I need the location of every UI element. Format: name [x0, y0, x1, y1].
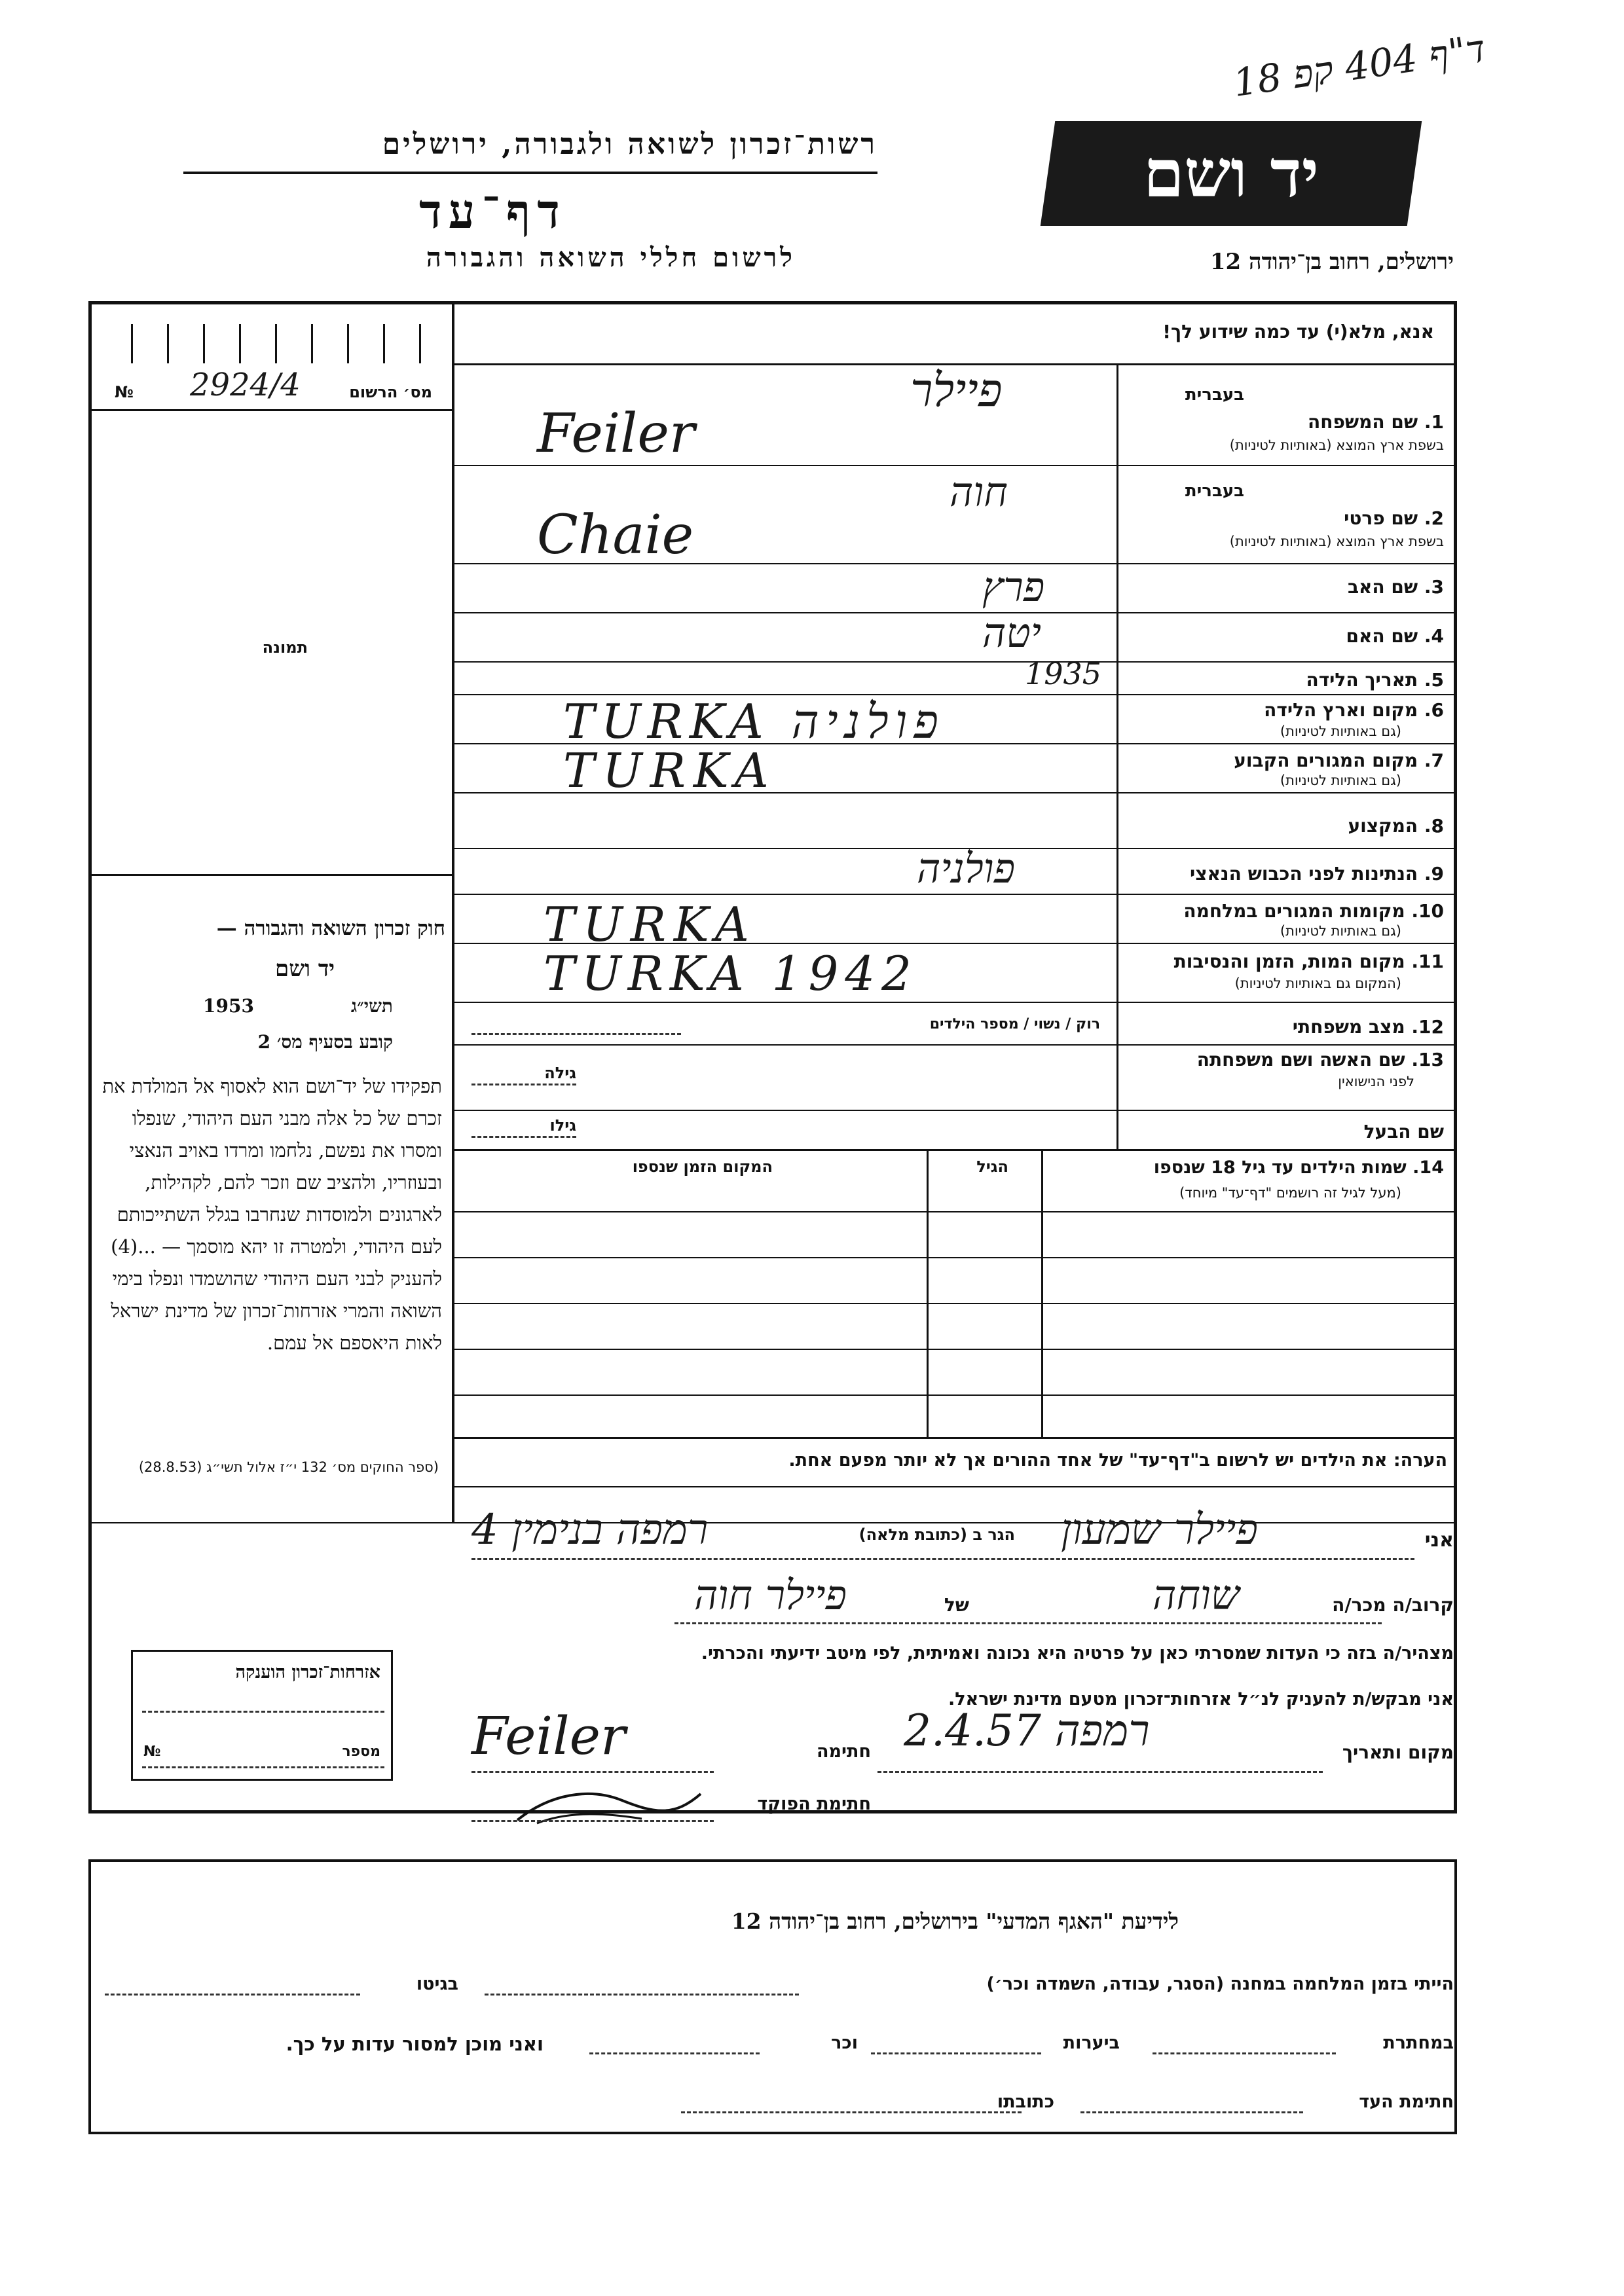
children-bottom-rule	[452, 1437, 1454, 1439]
field-1-value-he: פיילר	[910, 363, 1003, 417]
field-9-name: הנתינות לפני הכבוש הנאצי	[1190, 863, 1418, 884]
field-1-number: 1.	[1424, 411, 1444, 433]
declaration-statement: מצהיר/ה בזה כי העדות שמסרתי כאן על פרטיה היא נכונה ואמיתית, לפי מיטב ידיעתי והכרתי.	[701, 1643, 1454, 1664]
row-rule-9	[452, 894, 1454, 895]
field-6-label	[1264, 699, 1444, 721]
field-3-number: 3.	[1424, 576, 1444, 598]
field-5-label	[1306, 669, 1444, 691]
children-subtitle: (מעל לגיל זה רושמים "דף־עד" מיוחד)	[1179, 1185, 1401, 1201]
left-column-divider	[452, 304, 454, 1522]
field-2-value-latin: Chaie	[537, 504, 694, 566]
footer-line1-dash-a	[485, 1994, 799, 1995]
field-7-number: 7.	[1424, 750, 1444, 771]
field-12-number: 12.	[1411, 1016, 1444, 1038]
form-title: דף־עד	[419, 183, 566, 239]
place-date-value: רמפה 2.4.57	[904, 1705, 1150, 1756]
form-subtitle: לרשום חללי השואה והגבורה	[426, 242, 796, 273]
law-body: תפקידו של יד־ושם הוא לאסוף אל המולדת את זכרם של כל אלה מבני העם היהודי, שנפלו ומסרו את נפשם, נלחמו ומרדו באויב הנאצי ובעוזריו, ולהציב שם וזכר להם, לקהילות, לארגונים ולמוסדות שנחרבו בגלל השתייכותם לעם היהודי, ולמטרה זו יהא מוסמך — ...(4) להעניק לבני העם היהודי שהושמדו ונפלו בימי השואה והמרי אזרחות־זכרון של מדינת ישראל לאות היאספם אל עמם.	[102, 1075, 442, 1354]
field-12-dotted-line	[471, 1033, 681, 1035]
husband-label: שם הבעל	[1363, 1121, 1444, 1142]
field-6-number: 6.	[1424, 699, 1444, 721]
footer-line3-address: כתובתו	[997, 2092, 1054, 2112]
law-source: (ספר החוקים מס׳ 132 י״ז אלול תשי״ג (28.8.53)	[138, 1459, 439, 1475]
field-8-number: 8.	[1424, 815, 1444, 837]
field-10-value: TURKA	[544, 897, 757, 952]
photo-label: תמונה	[262, 638, 308, 657]
field-5-name: תאריך הלידה	[1306, 669, 1418, 691]
field-2-sub: בשפת ארץ המוצא (באותיות לטיניות)	[1229, 534, 1444, 549]
field-11-name: מקום המות, הזמן והנסיבות	[1173, 951, 1405, 972]
field-5-number: 5.	[1424, 669, 1444, 691]
field-4-name: שם האם	[1346, 625, 1418, 647]
footer-heading: לידיעת "האגף המדעי" בירושלים, רחוב בן־יהודה 12	[731, 1908, 1179, 1934]
husband-dotted-line	[471, 1136, 576, 1138]
official-signature-scribble	[511, 1781, 707, 1833]
field-8-label	[1348, 815, 1444, 837]
relative-name: פיילר חוה	[694, 1571, 847, 1619]
field-13-label	[1197, 1049, 1444, 1070]
row-rule-4	[452, 661, 1454, 663]
signature-line	[471, 1771, 714, 1773]
field-7-label	[1234, 750, 1444, 771]
citizenship-box-number-label: מספר	[342, 1743, 380, 1760]
children-number: 14.	[1412, 1157, 1444, 1178]
field-6-value: TURKA פולניה	[563, 694, 945, 749]
children-col-place: המקום הזמן שנספו	[632, 1157, 773, 1176]
field-2-name: שם פרטי	[1344, 507, 1418, 529]
footer-line2-underground: במחתרת	[1383, 2033, 1454, 2053]
children-title-text: שמות הילדים עד גיל 18 שנספו	[1153, 1157, 1407, 1178]
field-13-number: 13.	[1411, 1049, 1444, 1070]
law-year-he: תשי״ג	[350, 995, 393, 1017]
children-header-rule	[452, 1211, 1454, 1212]
relation-value: שוחה	[1153, 1571, 1240, 1619]
field-2-number: 2.	[1424, 507, 1444, 529]
field-1-value-latin: Feiler	[537, 403, 695, 465]
remark: הערה: את הילדים יש לרשום ב"דף־עד" של אחד ההורים אך לא יותר מפעם אחת.	[788, 1450, 1447, 1470]
row-rule-12	[452, 1044, 1454, 1046]
field-3-value: פרץ	[982, 563, 1045, 611]
field-1-tag: בעברית	[1185, 385, 1244, 405]
children-col-age: הגיל	[976, 1157, 1008, 1176]
declarant-address: רמפה בנימין 4	[471, 1506, 709, 1554]
field-2-label	[1344, 507, 1444, 529]
yad-vashem-logo	[1041, 121, 1422, 226]
field-12-name: מצב משפחתי	[1292, 1016, 1405, 1038]
citizenship-box	[131, 1650, 393, 1781]
field-2-value-he: חוה	[950, 468, 1008, 516]
registration-number: 2924/4	[190, 367, 301, 403]
footer-line1-dash-b	[105, 1994, 360, 1995]
field-10-number: 10.	[1411, 900, 1444, 922]
children-col-divider-2	[927, 1149, 929, 1437]
footer-line3-witness-signature: חתימת העד	[1359, 2092, 1454, 2112]
field-10-sub: (גם באותיות לטיניות)	[1280, 923, 1401, 939]
children-row-rule-2	[452, 1303, 1454, 1304]
field-9-value: פולניה	[917, 845, 1016, 892]
field-7-value: TURKA	[563, 743, 777, 798]
citizenship-box-number-line	[142, 1766, 384, 1768]
citizenship-box-title: אזרחות־זכרון הוענקה	[235, 1662, 380, 1683]
footer-line2-dash-a	[1153, 2052, 1336, 2054]
instruction: אנא, מלא(י) עד כמה שידוע לך!	[1162, 321, 1434, 342]
field-9-label	[1190, 863, 1444, 884]
official-signature-line	[471, 1820, 714, 1822]
children-title	[1154, 1157, 1444, 1178]
field-3-name: שם האב	[1347, 576, 1418, 598]
field-7-sub: (גם באותיות לטיניות)	[1280, 773, 1401, 788]
law-name: יד ושם	[275, 956, 335, 982]
footer-line2-dash-b	[871, 2052, 1041, 2054]
law-top-rule	[92, 874, 452, 876]
footer-line2-testimony: ואני מוכן למסור עדות על כך.	[286, 2033, 544, 2055]
row-rule-3	[452, 612, 1454, 613]
declarant-ani: אני	[1424, 1529, 1454, 1552]
field-12-label	[1293, 1016, 1444, 1038]
field-13-maiden-tag: גילה	[544, 1064, 576, 1082]
authority-heading: רשות־זכרון לשואה ולגבורה, ירושלים	[382, 128, 877, 161]
children-row-rule-4	[452, 1394, 1454, 1396]
of-label: של	[944, 1594, 969, 1616]
field-2-tag: בעברית	[1185, 481, 1244, 501]
field-1-sub: בשפת ארץ המוצא (באותיות לטיניות)	[1229, 437, 1444, 453]
field-10-label	[1183, 900, 1444, 922]
logo-lettering: יד ושם	[1143, 135, 1319, 212]
relation-label: קרוב/ה מכר/ה	[1332, 1594, 1454, 1616]
footer-line1-ghetto: בגיטו	[416, 1974, 458, 1994]
field-7-name: מקום המגורים הקבוע	[1234, 750, 1418, 771]
footer-line2-etc: וכר	[831, 2033, 858, 2053]
footer-line1-camp: הייתי בזמן המלחמה במחנה (הסגר, עבודה, השמדה וכר׳)	[986, 1974, 1454, 1994]
place-date-label: מקום ותאריך	[1342, 1741, 1454, 1763]
header-rule	[183, 172, 877, 174]
law-clause: קובע בסעיף מס׳ 2	[257, 1031, 393, 1053]
field-11-number: 11.	[1411, 951, 1444, 972]
remark-rule	[452, 1486, 1454, 1487]
field-9-number: 9.	[1424, 863, 1444, 884]
official-signature-label: חתימת הפוקד	[757, 1794, 871, 1814]
citizenship-request: אני מבקש/ת להעניק לנ״ל אזרחות־זכרון מטעם מדינת ישראל.	[948, 1689, 1454, 1709]
children-row-rule-3	[452, 1349, 1454, 1350]
field-13-name: שם האשה ושם משפחתה	[1196, 1049, 1405, 1070]
archive-reference: ד"ף 404 קפ 18	[1230, 26, 1488, 106]
field-6-sub: (גם באותיות לטיניות)	[1280, 723, 1401, 739]
declarant-address-label: הגר ב (כתובת מלאה)	[858, 1525, 1015, 1544]
field-5-value: 1935	[1025, 656, 1102, 691]
field-11-label	[1174, 951, 1444, 972]
field-4-value: יטה	[982, 609, 1042, 657]
declarant-name: פיילר שמעון	[1061, 1506, 1258, 1554]
header-address: ירושלים, רחוב בן־יהודה 12	[1209, 249, 1454, 275]
footer-line2-dash-c	[589, 2052, 760, 2054]
field-4-number: 4.	[1424, 625, 1444, 647]
footer-line2-forests: ביערות	[1063, 2033, 1120, 2053]
footer-bottom-rule	[88, 2132, 1457, 2134]
footer-frame	[88, 1859, 1457, 2134]
law-title: חוק זכרון השואה והגבורה —	[216, 917, 445, 940]
row-rule-11	[452, 1002, 1454, 1003]
citizenship-box-line	[142, 1711, 384, 1713]
husband-tag: גילו	[549, 1116, 576, 1135]
field-13-dotted-line	[471, 1084, 576, 1085]
children-col-divider-1	[1041, 1149, 1043, 1437]
citizenship-box-prefix: №	[143, 1743, 161, 1760]
label-column-divider	[1116, 363, 1118, 1149]
footer-line3-dash-a	[1080, 2111, 1303, 2113]
field-13-sub: לפני הנישואין	[1338, 1074, 1414, 1089]
relation-line	[674, 1622, 1382, 1624]
place-date-line	[877, 1771, 1323, 1773]
declarant-name-line	[471, 1558, 1414, 1560]
children-row-rule-1	[452, 1257, 1454, 1258]
field-3-label	[1348, 576, 1444, 598]
declarant-signature: Feiler	[471, 1705, 626, 1766]
row-rule-1	[452, 465, 1454, 466]
field-4-label	[1346, 625, 1444, 647]
field-1-name: שם המשפחה	[1308, 411, 1418, 433]
field-1-label	[1308, 411, 1444, 433]
law-year: 1953	[203, 995, 254, 1017]
row-rule-13	[452, 1110, 1454, 1111]
registration-label: מס׳ הרשום	[349, 383, 432, 401]
field-12-options: רוק / נשוי / מספר הילדים	[929, 1016, 1100, 1032]
field-11-sub: (המקום גם באותיות לטיניות)	[1234, 975, 1401, 991]
footer-line3-dash-b	[681, 2111, 1022, 2113]
signature-label: חתימה	[816, 1741, 871, 1762]
field-6-name: מקום וארץ הלידה	[1264, 699, 1418, 721]
registration-rule	[92, 409, 452, 411]
field-11-value: TURKA 1942	[544, 946, 918, 1001]
field-8-name: המקצוע	[1348, 815, 1418, 837]
row-rule-14	[452, 1149, 1454, 1151]
field-10-name: מקומות המגורים במלחמה	[1183, 900, 1405, 922]
registration-prefix: №	[115, 383, 134, 401]
